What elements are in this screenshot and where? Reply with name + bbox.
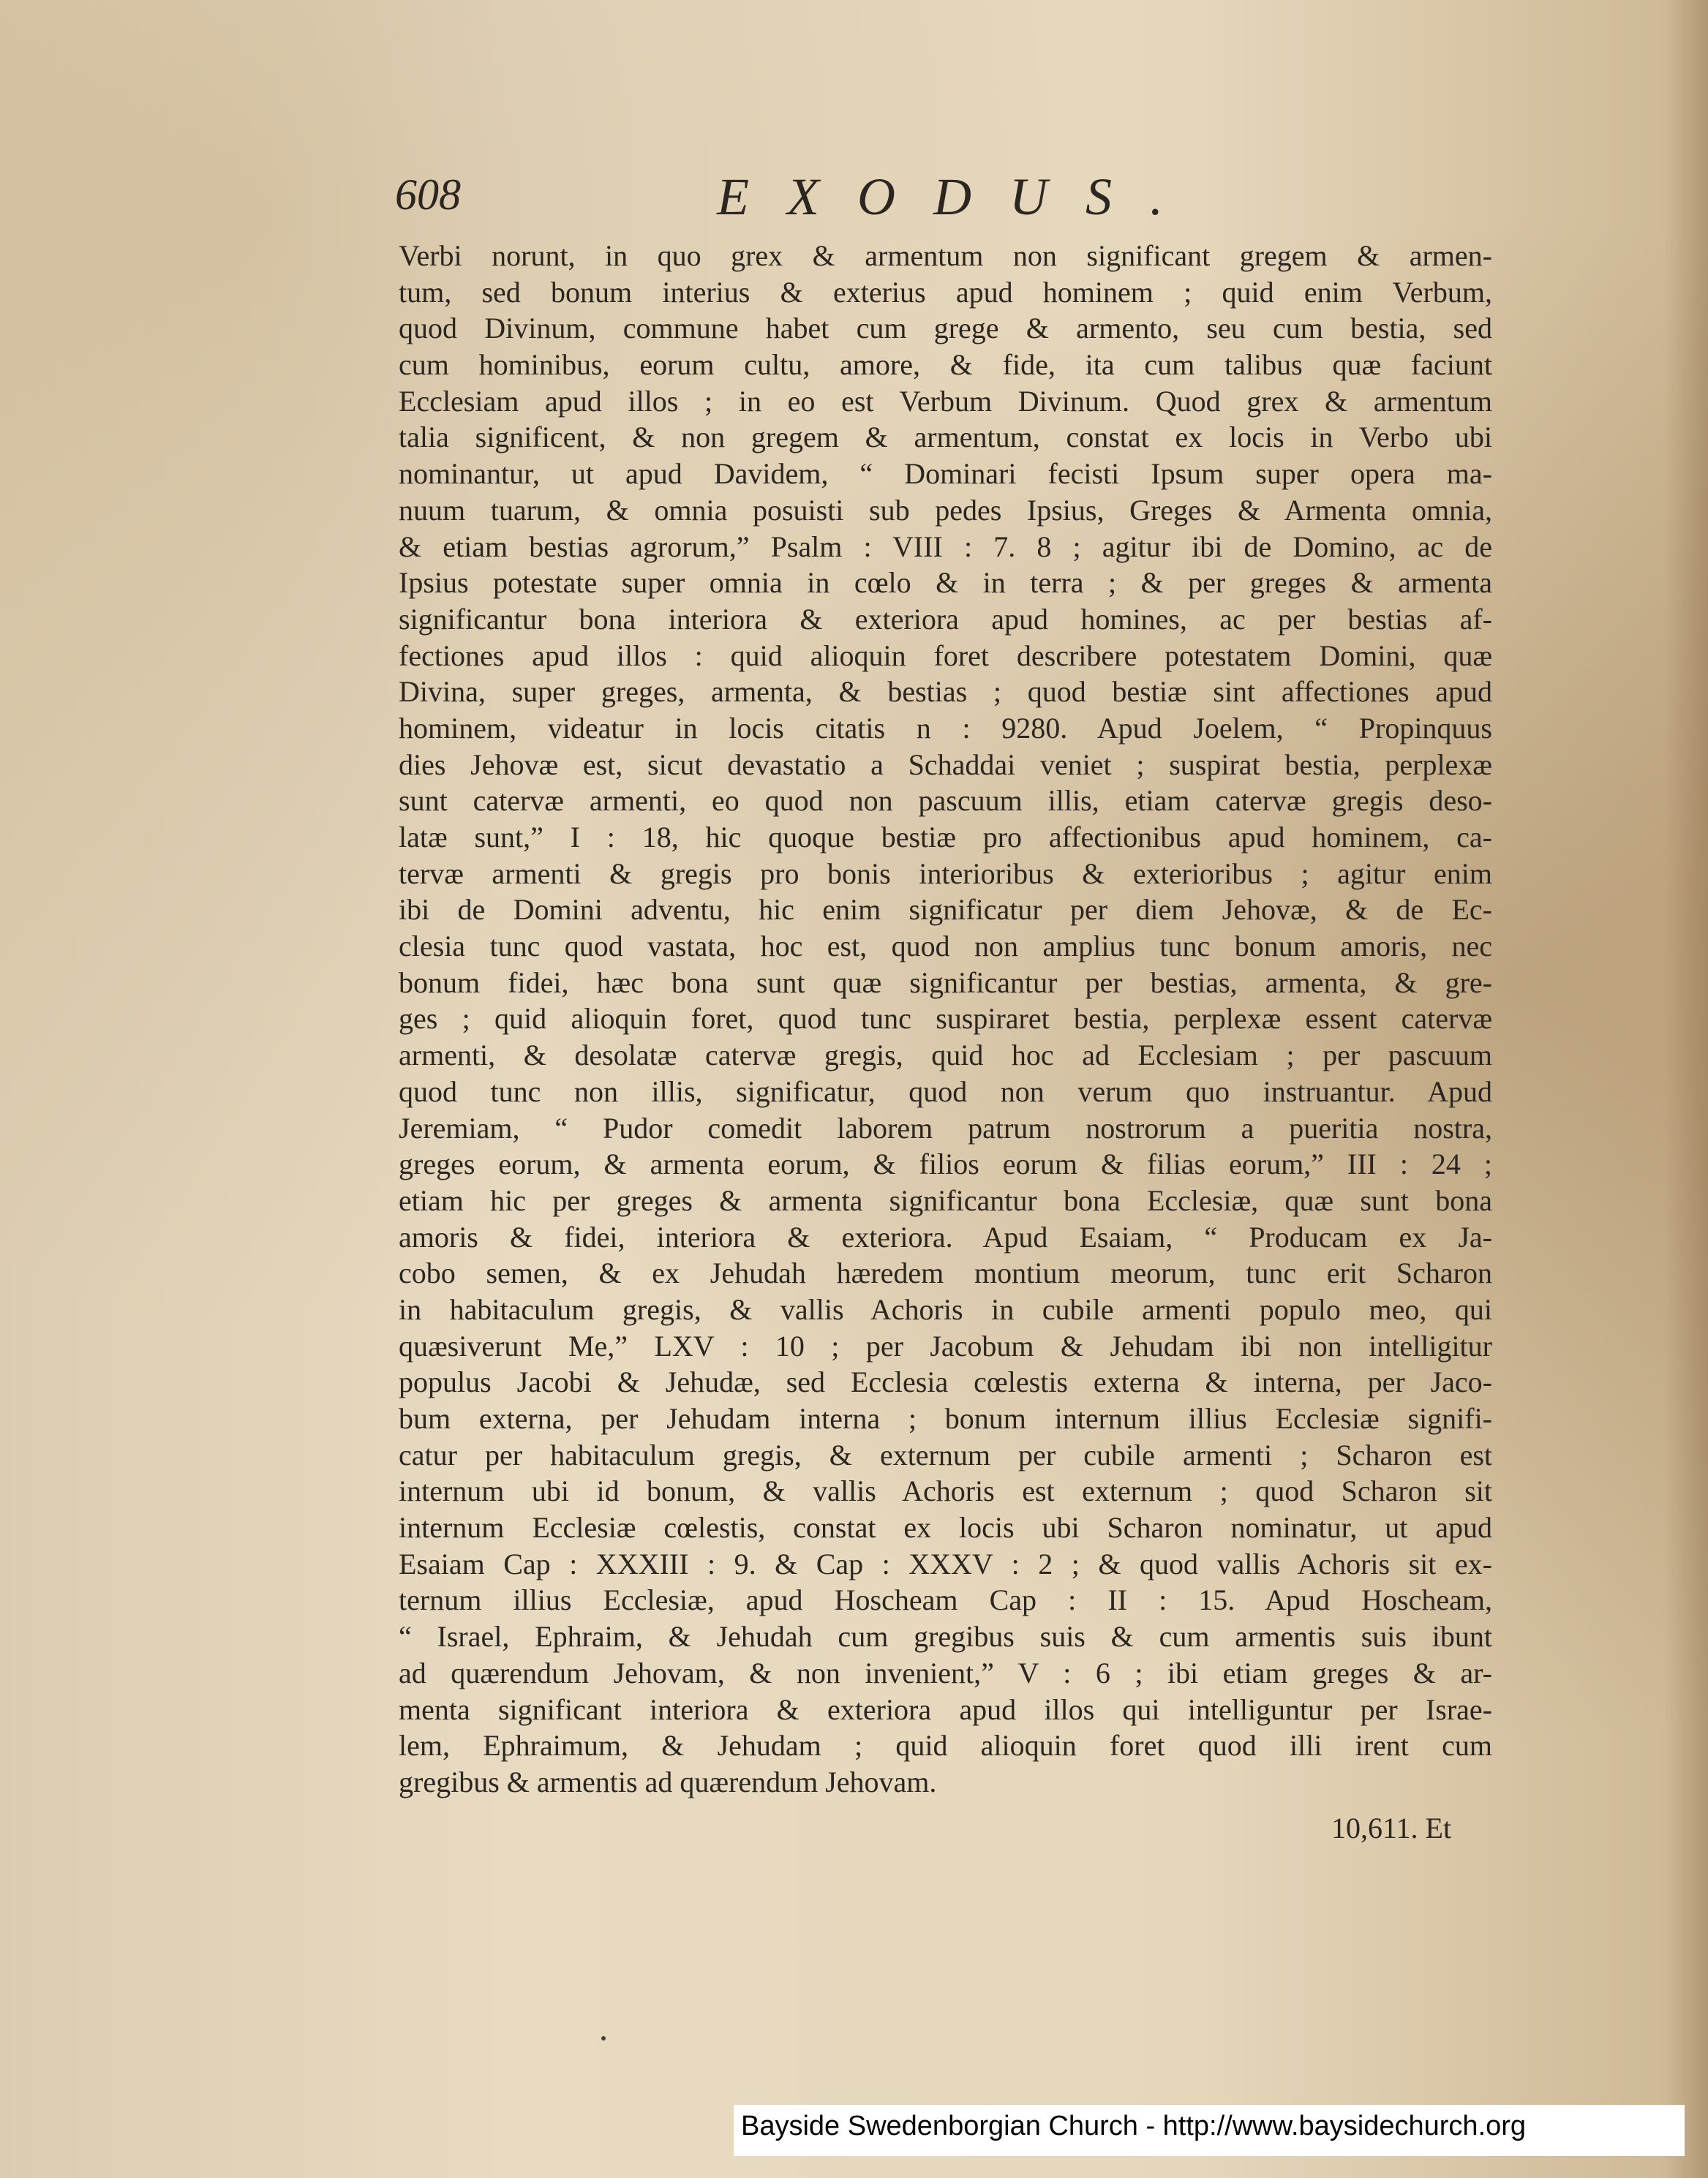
- text-line: Jeremiam, “ Pudor comedit laborem patrum nostrorum a pueritia nostra,: [399, 1111, 1492, 1145]
- text-line: catur per habitaculum gregis, & externum per cubile armenti ; Scharon est: [399, 1438, 1492, 1472]
- text-line: clesia tunc quod vastata, hoc est, quod non amplius tunc bonum amoris, nec: [399, 930, 1492, 963]
- text-line: etiam hic per greges & armenta significantur bona Ecclesiæ, quæ sunt bona: [399, 1183, 1492, 1217]
- footer-credit-banner: [734, 2105, 1685, 2156]
- text-line: Verbi norunt, in quo grex & armentum non significant gregem & armen-: [399, 239, 1492, 272]
- text-line: in habitaculum gregis, & vallis Achoris in cubile armenti populo meo, qui: [399, 1292, 1492, 1326]
- catchword: 10,611. Et: [1331, 1812, 1452, 1844]
- text-line: quod Divinum, commune habet cum grege & armento, seu cum bestia, sed: [399, 312, 1492, 345]
- text-line: populus Jacobi & Jehudæ, sed Ecclesia cœlestis externa & interna, per Jaco-: [399, 1365, 1492, 1399]
- text-line: Esaiam Cap : XXXIII : 9. & Cap : XXXV : 2 ; & quod vallis Achoris sit ex-: [399, 1547, 1492, 1580]
- text-line: sunt catervæ armenti, eo quod non pascuum illis, etiam catervæ gregis deso-: [399, 784, 1492, 818]
- text-line: menta significant interiora & exteriora apud illos qui intelliguntur per Israe-: [399, 1692, 1492, 1726]
- text-line: hominem, videatur in locis citatis n : 9280. Apud Joelem, “ Propinquus: [399, 711, 1492, 745]
- text-line: ges ; quid alioquin foret, quod tunc suspiraret bestia, perplexæ essent catervæ: [399, 1002, 1492, 1036]
- text-line: Ipsius potestate super omnia in cœlo & in terra ; & per greges & armenta: [399, 566, 1492, 600]
- text-line: cum hominibus, eorum cultu, amore, & fide, ita cum talibus quæ faciunt: [399, 348, 1492, 382]
- text-line: quod tunc non illis, significatur, quod non verum quo instruantur. Apud: [399, 1074, 1492, 1108]
- text-line: Divina, super greges, armenta, & bestias ; quod bestiæ sint affectiones apud: [399, 675, 1492, 709]
- text-line: bum externa, per Jehudam interna ; bonum internum illius Ecclesiæ signifi-: [399, 1402, 1492, 1435]
- text-line: amoris & fidei, interiora & exteriora. Apud Esaiam, “ Producam ex Ja-: [399, 1220, 1492, 1254]
- text-line: & etiam bestias agrorum,” Psalm : VIII : 7. 8 ; agitur ibi de Domino, ac de: [399, 530, 1492, 563]
- page-number: 608: [395, 170, 461, 219]
- text-line: nominantur, ut apud Davidem, “ Dominari fecisti Ipsum super opera ma-: [399, 457, 1492, 491]
- text-line: tervæ armenti & gregis pro bonis interioribus & exterioribus ; agitur enim: [399, 856, 1492, 890]
- ink-speck: [601, 2036, 606, 2041]
- running-title: EXODUS.: [717, 167, 1201, 226]
- text-line: ternum illius Ecclesiæ, apud Hoscheam Cap : II : 15. Apud Hoscheam,: [399, 1583, 1492, 1617]
- text-line: internum Ecclesiæ cœlestis, constat ex locis ubi Scharon nominatur, ut apud: [399, 1511, 1492, 1545]
- text-line: nuum tuarum, & omnia posuisti sub pedes Ipsius, Greges & Armenta omnia,: [399, 493, 1492, 527]
- text-line: greges eorum, & armenta eorum, & filios eorum & filias eorum,” III : 24 ;: [399, 1148, 1492, 1181]
- text-line: dies Jehovæ est, sicut devastatio a Schaddai veniet ; suspirat bestia, perplexæ: [399, 747, 1492, 781]
- text-line: armenti, & desolatæ catervæ gregis, quid hoc ad Ecclesiam ; per pascuum: [399, 1039, 1492, 1072]
- text-line: gregibus & armentis ad quærendum Jehovam.: [399, 1765, 937, 1798]
- body-text: [399, 238, 1492, 1801]
- text-line: cobo semen, & ex Jehudah hæredem montium meorum, tunc erit Scharon: [399, 1256, 1492, 1290]
- text-line: internum ubi id bonum, & vallis Achoris est externum ; quod Scharon sit: [399, 1474, 1492, 1508]
- text-line: tum, sed bonum interius & exterius apud hominem ; quid enim Verbum,: [399, 275, 1492, 309]
- text-line: talia significent, & non gregem & armentum, constat ex locis in Verbo ubi: [399, 421, 1492, 454]
- text-line: significantur bona interiora & exteriora apud homines, ac per bestias af-: [399, 602, 1492, 636]
- text-line: ad quærendum Jehovam, & non invenient,” V : 6 ; ibi etiam greges & ar-: [399, 1656, 1492, 1689]
- text-line: lem, Ephraimum, & Jehudam ; quid alioquin foret quod illi irent cum: [399, 1729, 1492, 1763]
- text-line: latæ sunt,” I : 18, hic quoque bestiæ pro affectionibus apud hominem, ca-: [399, 821, 1492, 854]
- text-line: bonum fidei, hæc bona sunt quæ significantur per bestias, armenta, & gre-: [399, 965, 1492, 999]
- page-header: [395, 167, 1492, 233]
- text-line: quæsiverunt Me,” LXV : 10 ; per Jacobum & Jehudam ibi non intelligitur: [399, 1329, 1492, 1363]
- text-line: Ecclesiam apud illos ; in eo est Verbum Divinum. Quod grex & armentum: [399, 384, 1492, 418]
- text-line: “ Israel, Ephraim, & Jehudah cum gregibus suis & cum armentis suis ibunt: [399, 1620, 1492, 1654]
- footer-credit-text[interactable]: Bayside Swedenborgian Church - http://www.baysidechurch.org: [741, 2111, 1527, 2141]
- text-line: ibi de Domini adventu, hic enim significatur per diem Jehovæ, & de Ec-: [399, 893, 1492, 927]
- page-edge-shadow: [1664, 0, 1708, 2178]
- text-line: fectiones apud illos : quid alioquin foret describere potestatem Domini, quæ: [399, 638, 1492, 672]
